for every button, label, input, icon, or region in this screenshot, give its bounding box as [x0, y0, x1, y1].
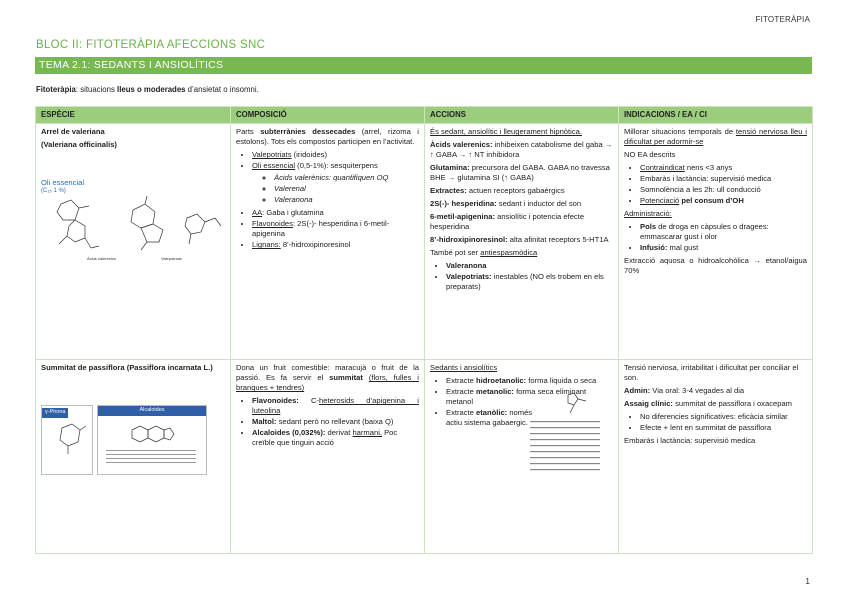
list-item	[252, 219, 419, 239]
a-t: només actiu sistema gabaergic.	[446, 408, 533, 428]
ind-list	[640, 163, 807, 206]
sub-item: Valerenal	[274, 184, 306, 194]
a-b: hidroetanolic:	[475, 376, 527, 386]
species-name: Summitat de passiflora	[41, 363, 125, 373]
li-t: 8’-hidroxipinoresinol	[280, 240, 351, 250]
a-b: Àcids valerenics:	[430, 140, 493, 150]
running-header: FITOTERÀPIA	[755, 15, 810, 24]
i-t: Millorar situacions temporals de	[624, 127, 736, 137]
i-b: Pols	[640, 222, 657, 232]
a-p1: És sedant, ansiolític i lleugerament hipnòtica.	[430, 127, 582, 137]
list-item	[274, 195, 419, 205]
i-b: pel consum d’OH	[679, 196, 744, 206]
a-u: antiespasmòdica	[480, 248, 538, 258]
list-item: • Efecte + lent en summitat de passiflora	[640, 423, 807, 433]
ind2-p4: Embaràs i lactància: supervisió medica	[624, 436, 756, 446]
ind-p2: NO EA descrits	[624, 150, 676, 160]
i-t: Embaràs i lactància: supervisió medica	[640, 174, 772, 184]
acc2-title	[430, 363, 613, 373]
intro-post: d’ansietat o insomni.	[185, 85, 259, 94]
a-b: etanòlic:	[475, 408, 508, 418]
fig-caption-a: Àcids valerenics	[87, 256, 116, 262]
a-t: inhibeixen catabolisme del gaba → ↑ GABA → ↑ NT inhibidora	[430, 140, 613, 160]
passiflora-chem-figure	[41, 405, 225, 475]
ind2-list	[640, 412, 807, 433]
intro-pre: : situacions	[75, 85, 118, 94]
page-number: 1	[805, 576, 810, 586]
list-item	[252, 161, 419, 205]
c-t: Dona un fruit comestible: maracujà o fruit de la passió. Es fa servir el	[236, 363, 419, 383]
bloc-title: BLOC II: FITOTERÀPIA AFECCIONS SNC	[36, 39, 266, 51]
c-u: (flors, fulles i branques + tendres)	[236, 373, 419, 393]
list-item	[446, 376, 613, 386]
i-u: Contraindicat	[640, 163, 685, 173]
i-t: de droga en càpsules o dragees: emmascarar gust i olor	[640, 222, 769, 242]
harmane-table-image	[522, 391, 602, 483]
header-composicio: COMPOSICIÓ	[231, 107, 425, 124]
i-u: Administració:	[624, 209, 672, 219]
c-u: heterosids d’apigenina i luteolina	[252, 396, 419, 416]
a-b: 8’-hidroxipinoresinol:	[430, 235, 508, 245]
a-t: Extracte	[446, 387, 476, 397]
list-item	[252, 240, 419, 250]
i-b: Admin:	[624, 386, 651, 396]
species-latin: (Valeriana officinalis)	[41, 140, 117, 150]
sesquiterpens-list	[274, 173, 419, 205]
a-b: Valepotriats:	[446, 272, 492, 282]
i-b: Assaig clínic:	[624, 399, 673, 409]
li-t: (0,5-1%): sesquiterpens	[295, 161, 378, 171]
pirona-structure-image	[42, 418, 92, 470]
list-item	[274, 173, 419, 183]
ind2-p3	[624, 399, 807, 409]
list-item	[252, 396, 419, 416]
alcaloides-structure-image	[98, 416, 206, 468]
list-item	[252, 428, 419, 448]
accions-list	[446, 261, 613, 292]
list-item	[640, 163, 807, 173]
c-b: Maltol:	[252, 417, 277, 427]
chem-structures-image	[41, 196, 226, 264]
header-accions: ACCIONS	[425, 107, 619, 124]
c-t: derivat	[325, 428, 353, 438]
a-b: Extractes:	[430, 186, 467, 196]
accions-p3	[430, 163, 613, 183]
i-b: Infusió:	[640, 243, 668, 253]
accions-p8	[430, 248, 613, 258]
cell-accions-valeriana	[425, 124, 619, 360]
ind2-p2	[624, 386, 807, 396]
list-item	[640, 185, 807, 195]
sub-item: Àcids valerènics: quantifiquen OQ	[274, 173, 389, 183]
comp2-p1	[236, 363, 419, 393]
a-t: precursora del GABA. GABA no travessa BHE → glutamina SI (↑ GABA)	[430, 163, 610, 183]
comp2-list	[252, 396, 419, 448]
a-b: 2S(-)- hesperidina:	[430, 199, 497, 209]
list-item	[252, 208, 419, 218]
i-t: summitat de passiflora i oxacepam	[672, 399, 792, 409]
cell-accions-passiflora	[425, 360, 619, 554]
li-t: (iridoides)	[291, 150, 327, 160]
fig-title: Oli essencial	[41, 178, 85, 188]
a-b: Glutamina:	[430, 163, 470, 173]
pirona-box	[41, 405, 93, 475]
cell-indicacions-valeriana	[619, 124, 813, 360]
i-u: tensió nerviosa lleu i dificultat per adormir-se	[624, 127, 807, 147]
i-t: Somnolència a les 2h: ull conducció	[640, 185, 761, 195]
accions-p1	[430, 127, 613, 137]
fig-sub: (C₁₅ 1 %)	[41, 188, 66, 195]
a-b: 6-metil-apigenina:	[430, 212, 495, 222]
li-u: Flavonoides	[252, 219, 293, 229]
c-t: C-	[298, 396, 320, 406]
li-t: : 2S(-)- hesperidina i 6-metil-apigenina	[252, 219, 390, 239]
cell-composicio-valeriana	[231, 124, 425, 360]
ci-pre: Parts	[236, 127, 261, 137]
list-item: • No diferencies significatives: eficàcia similar	[640, 412, 807, 422]
c-b: Alcaloides (0,032%):	[252, 428, 326, 438]
li-u: Lignans:	[252, 240, 281, 250]
list-item	[274, 184, 419, 194]
ind-p3: Extracció aquosa o hidroalcohòlica → etanol/aigua 70%	[624, 256, 807, 276]
a-b: metanolic:	[475, 387, 514, 397]
c-u: harmani.	[352, 428, 382, 438]
composicio-list	[252, 150, 419, 250]
accions-p7	[430, 235, 613, 245]
accions-p6	[430, 212, 613, 232]
ind-p1	[624, 127, 807, 147]
a-t: ansiolític i potencia efecte hesperidina	[430, 212, 585, 232]
a-b: Valeranona	[446, 261, 487, 271]
c-t: sedant però no rellevant (baixa Q)	[276, 417, 394, 427]
list-item	[640, 222, 807, 242]
box-label-b: Alcaloides	[98, 406, 206, 415]
list-item	[640, 174, 807, 184]
intro-bold: lleus o moderades	[117, 85, 186, 94]
list-item	[640, 196, 807, 206]
species-line	[41, 363, 225, 373]
li-u: Oli essencial	[252, 161, 296, 171]
list-item	[446, 261, 613, 271]
i-u: Potenciació	[640, 196, 680, 206]
tema-title-bar: TEMA 2.1: SEDANTS I ANSIOLÍTICS	[35, 57, 812, 74]
list-item	[446, 272, 613, 292]
box-label-a: γ-Pirona	[42, 408, 68, 417]
valeriana-chem-figure	[41, 178, 225, 267]
composicio-intro	[236, 127, 419, 147]
i-t: Via oral: 3-4 vegades al dia	[650, 386, 745, 396]
a-t: sedant i inductor del son	[496, 199, 582, 209]
c-b: summitat	[329, 373, 363, 383]
a-t: alta afinitat receptors 5-HT1A	[507, 235, 609, 245]
list-item	[252, 150, 419, 160]
intro-label: Fitoteràpia	[36, 85, 76, 94]
a-t: actuen receptors gabaèrgics	[466, 186, 565, 196]
list-item	[640, 243, 807, 253]
a-t: inestables (NO els trobem en els preparats)	[446, 272, 604, 292]
intro-line	[36, 85, 259, 95]
a-t: Extracte	[446, 376, 476, 386]
a-t: forma seca eliminant metanol	[446, 387, 587, 407]
species-name: Arrel de valeriana	[41, 127, 105, 137]
li-u: Valepotriats	[252, 150, 292, 160]
accions-p5	[430, 199, 613, 209]
i-t: nens <3 anys	[684, 163, 733, 173]
fig-caption-b: Valepotriats	[161, 256, 182, 262]
alcaloides-box	[97, 405, 207, 475]
cell-composicio-passiflora	[231, 360, 425, 554]
ci-post: (arrel, rizoma i estolons). Tots els compostos participen en l’activitat.	[236, 127, 419, 147]
table-header-row	[36, 107, 813, 124]
accions-p2	[430, 140, 613, 160]
ind2-p1: Tensió nerviosa, irritabilitat i dificultat per conciliar el son.	[624, 363, 799, 383]
sub-item: Valeranona	[274, 195, 313, 205]
header-especie: ESPÈCIE	[36, 107, 231, 124]
accions-p4	[430, 186, 613, 196]
header-indicacions: INDICACIONS / EA / CI	[619, 107, 813, 124]
admin-list	[640, 222, 807, 253]
table-row-passiflora	[36, 360, 813, 554]
species-latin: (Passiflora incarnata L.)	[126, 363, 213, 373]
li-u: AA	[252, 208, 263, 218]
a-t: forma liquida o seca	[526, 376, 597, 386]
main-table	[35, 106, 813, 554]
list-item	[252, 417, 419, 427]
c-b: Flavonoides:	[252, 396, 299, 406]
a-u: Sedants i ansiolítics	[430, 363, 498, 373]
a-t: També pot ser	[430, 248, 481, 258]
i-t: mal gust	[667, 243, 699, 253]
li-t: : Gaba i glutamina	[262, 208, 324, 218]
c-t: Poc creïble que tinguin acció	[252, 428, 398, 448]
a-t: Extracte	[446, 408, 476, 418]
table-row-valeriana	[36, 124, 813, 360]
cell-especie-passiflora	[36, 360, 231, 554]
cell-indicacions-passiflora	[619, 360, 813, 554]
ind-admin	[624, 209, 807, 219]
ci-bold: subterrànies dessecades	[260, 127, 356, 137]
cell-especie-valeriana	[36, 124, 231, 360]
